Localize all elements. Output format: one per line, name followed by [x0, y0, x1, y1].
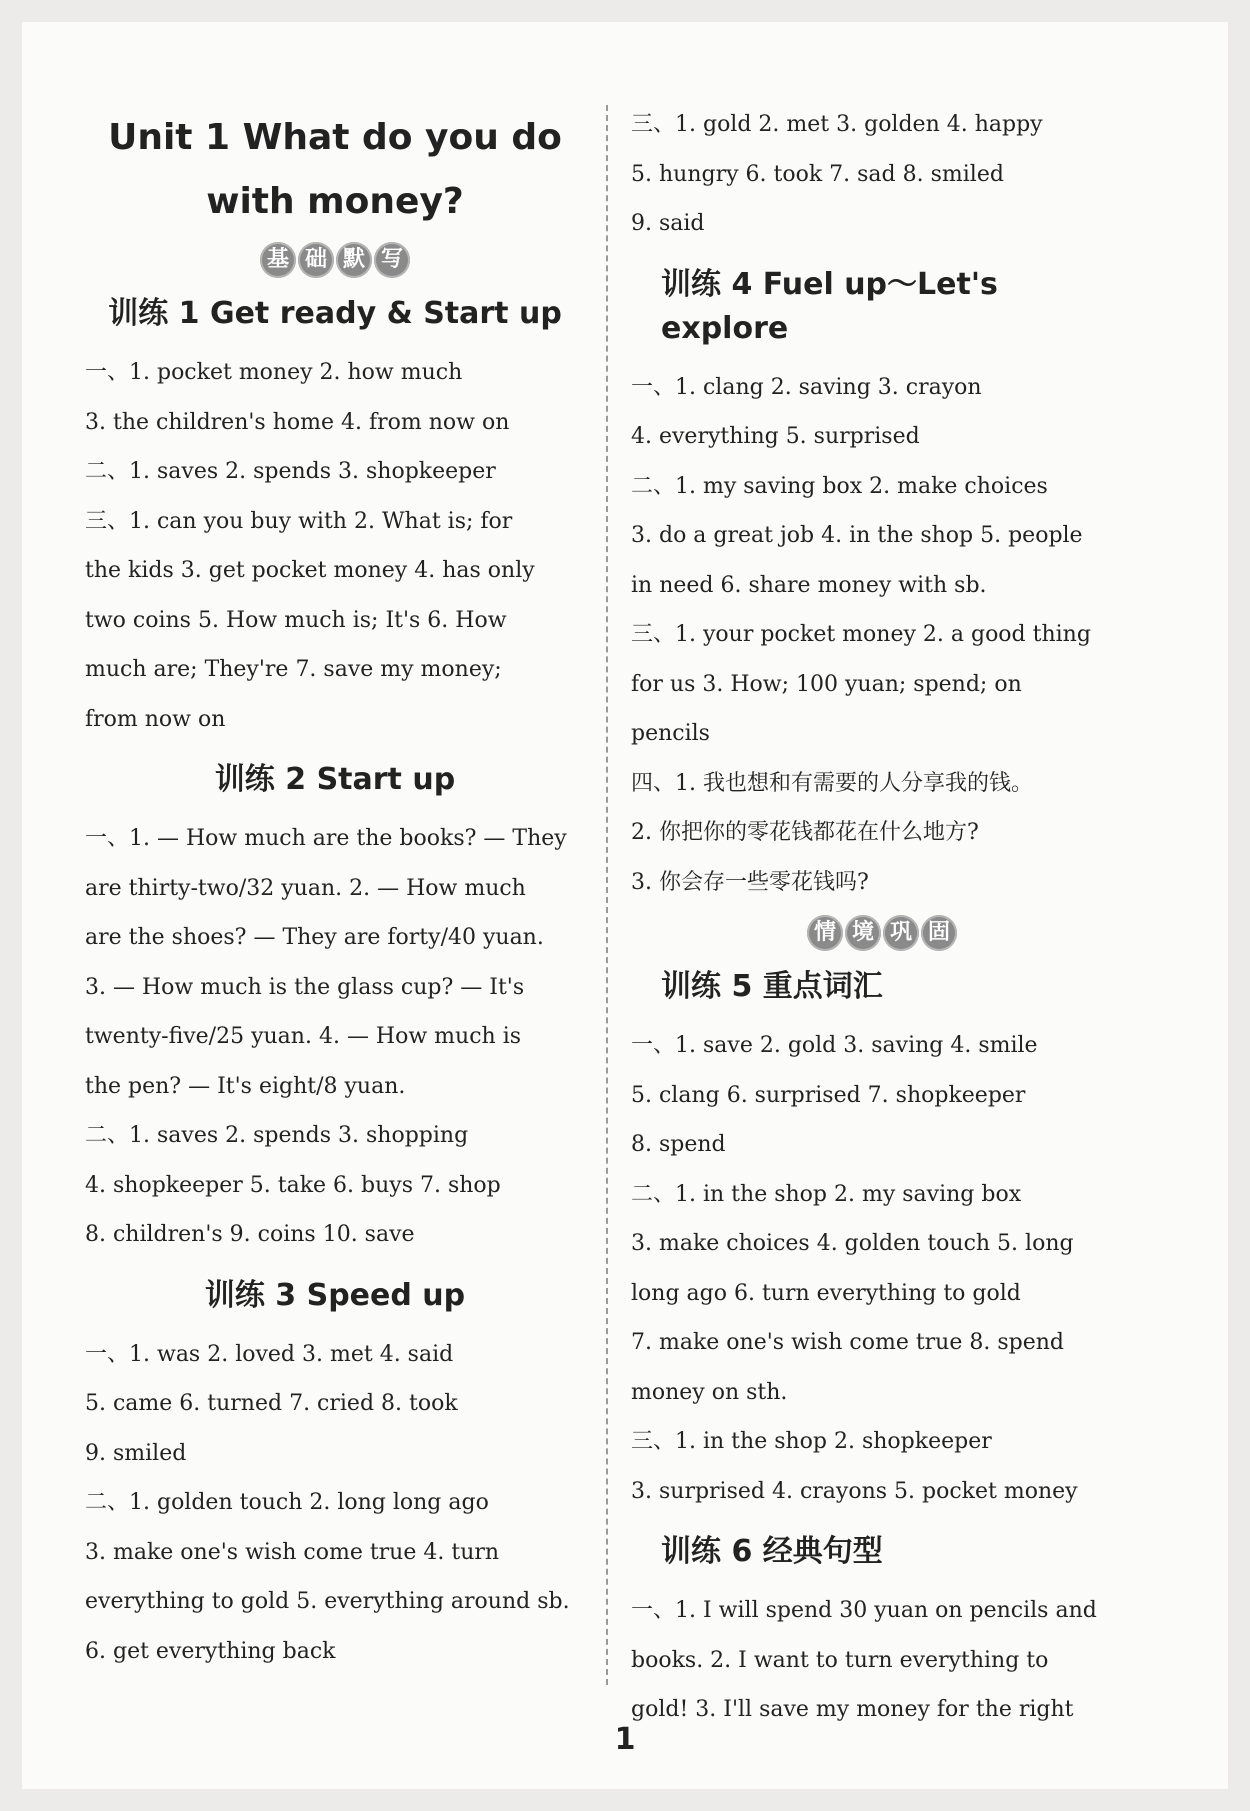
answer-line: are thirty-two/32 yuan. 2. — How much	[85, 875, 526, 901]
training-4-answers	[631, 363, 1133, 908]
answer-line: 6. get everything back	[85, 1638, 336, 1664]
answer-line: 5. hungry 6. took 7. sad 8. smiled	[631, 161, 1004, 187]
answer-line: 二、1. in the shop 2. my saving box	[631, 1181, 1022, 1207]
training-3-answers	[85, 1330, 585, 1677]
answer-line: 3. do a great job 4. in the shop 5. people	[631, 523, 1083, 548]
answer-line: the pen? — It's eight/8 yuan.	[85, 1073, 406, 1099]
answer-line: 7. make one's wish come true 8. spend	[631, 1330, 1064, 1355]
page-number: 1	[614, 1722, 636, 1757]
training-5-answers	[631, 1021, 1133, 1516]
left-column	[85, 100, 585, 1676]
answer-line: 9. smiled	[85, 1440, 187, 1466]
answer-line: 一、1. was 2. loved 3. met 4. said	[85, 1341, 454, 1367]
answer-line: 二、1. saves 2. spends 3. shopping	[85, 1123, 469, 1148]
answer-line: 一、1. save 2. gold 3. saving 4. smile	[631, 1033, 1038, 1058]
unit-title: Unit 1 What do you do with money?	[108, 117, 562, 222]
answer-line: 2. 你把你的零花钱都花在什么地方?	[631, 820, 979, 845]
answer-line: for us 3. How; 100 yuan; spend; on	[631, 671, 1022, 697]
answer-line: 二、1. my saving box 2. make choices	[631, 473, 1048, 499]
training-6-heading: 训练 6 经典句型	[661, 1534, 883, 1569]
section-badge-basic: 基 础 默 写	[85, 242, 585, 278]
answer-line: 3. 你会存一些零花钱吗?	[631, 869, 869, 895]
answer-line: much are; They're 7. save my money;	[85, 657, 502, 682]
answer-line: the kids 3. get pocket money 4. has only	[85, 558, 535, 583]
answer-line: gold! 3. I'll save my money for the right	[631, 1697, 1074, 1722]
answer-line: 二、1. saves 2. spends 3. shopkeeper	[85, 459, 496, 484]
training-1-heading: 训练 1 Get ready & Start up	[108, 296, 562, 331]
answer-line: 3. make one's wish come true 4. turn	[85, 1539, 500, 1565]
answer-line: 3. — How much is the glass cup? — It's	[85, 974, 525, 1000]
answer-line: 8. children's 9. coins 10. save	[85, 1222, 415, 1247]
section-badge-context: 情 境 巩 固	[631, 915, 1133, 951]
training-3-continued-answers	[631, 100, 1133, 249]
answer-line: 三、1. can you buy with 2. What is; for	[85, 508, 513, 534]
answer-line: books. 2. I want to turn everything to	[631, 1647, 1049, 1673]
answer-line: pencils	[631, 721, 710, 746]
answer-line: 8. spend	[631, 1132, 726, 1157]
answer-line: everything to gold 5. everything around sb.	[85, 1589, 570, 1614]
answer-line: 3. the children's home 4. from now on	[85, 409, 510, 435]
answer-line: 3. surprised 4. crayons 5. pocket money	[631, 1478, 1078, 1504]
answer-line: twenty-five/25 yuan. 4. — How much is	[85, 1024, 522, 1049]
answer-line: money on sth.	[631, 1379, 788, 1405]
answer-line: long ago 6. turn everything to gold	[631, 1280, 1021, 1306]
training-2-heading: 训练 2 Start up	[214, 762, 456, 797]
training-5-heading: 训练 5 重点词汇	[661, 969, 883, 1004]
right-column	[631, 100, 1133, 1735]
answer-line: 9. said	[631, 211, 705, 236]
answer-line: 四、1. 我也想和有需要的人分享我的钱。	[631, 770, 1033, 796]
answer-line: 一、1. pocket money 2. how much	[85, 360, 463, 385]
answer-line: 5. came 6. turned 7. cried 8. took	[85, 1391, 458, 1416]
answer-line: 3. make choices 4. golden touch 5. long	[631, 1231, 1074, 1256]
answer-line: 三、1. in the shop 2. shopkeeper	[631, 1429, 992, 1454]
training-4-heading: 训练 4 Fuel up～Let's explore	[661, 266, 998, 346]
training-6-answers	[631, 1586, 1133, 1735]
answer-line: two coins 5. How much is; It's 6. How	[85, 607, 507, 633]
answer-line: 5. clang 6. surprised 7. shopkeeper	[631, 1082, 1026, 1108]
answer-line: from now on	[85, 706, 226, 732]
answer-line: 三、1. your pocket money 2. a good thing	[631, 622, 1091, 647]
answer-line: 三、1. gold 2. met 3. golden 4. happy	[631, 112, 1043, 137]
answer-line: 一、1. clang 2. saving 3. crayon	[631, 374, 982, 400]
answer-line: in need 6. share money with sb.	[631, 572, 987, 598]
training-3-heading: 训练 3 Speed up	[204, 1277, 466, 1313]
training-1-answers	[85, 348, 585, 744]
answer-line: 二、1. golden touch 2. long long ago	[85, 1490, 489, 1515]
answer-line: are the shoes? — They are forty/40 yuan.	[85, 925, 544, 950]
training-2-answers	[85, 814, 585, 1260]
column-divider	[606, 105, 608, 1685]
answer-line: 4. everything 5. surprised	[631, 424, 920, 449]
answer-line: 一、1. I will spend 30 yuan on pencils and	[631, 1598, 1097, 1623]
answer-line: 4. shopkeeper 5. take 6. buys 7. shop	[85, 1172, 501, 1198]
answer-line: 一、1. — How much are the books? — They	[85, 826, 567, 851]
